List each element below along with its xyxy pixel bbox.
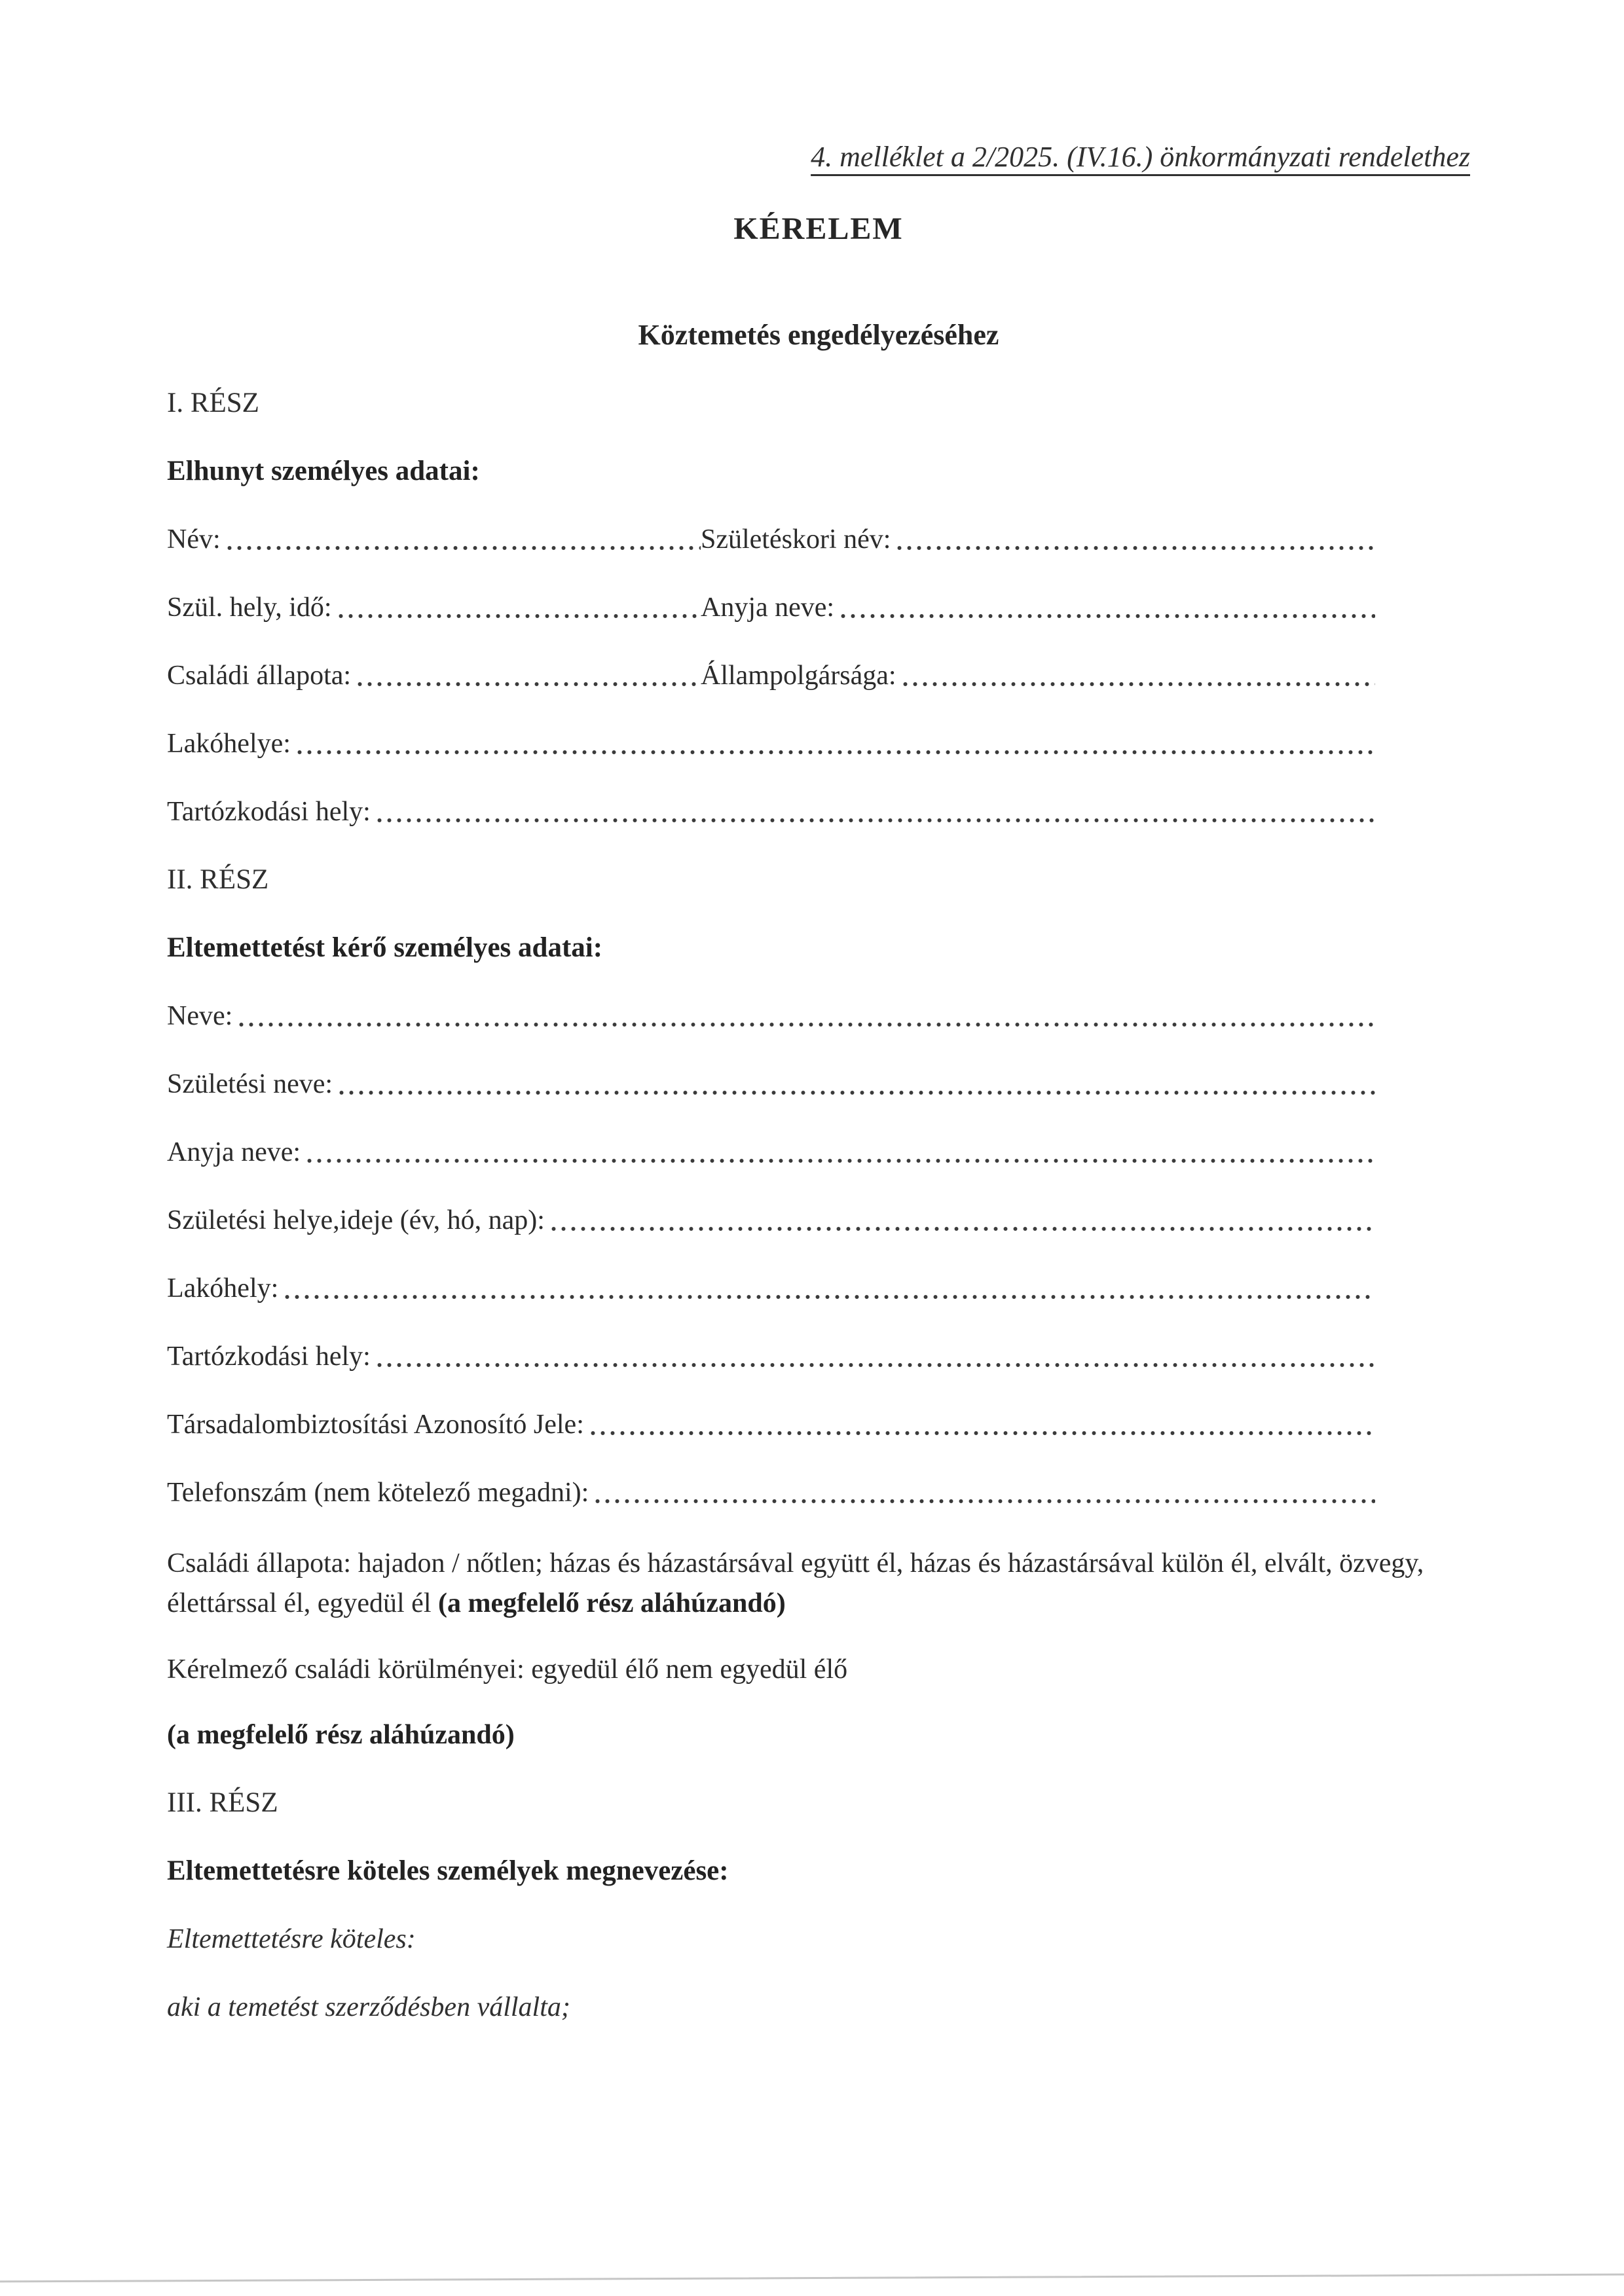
field-label: Társadalombiztosítási Azonosító Jele: — [167, 1410, 584, 1440]
dot-leader — [339, 1090, 1375, 1095]
field-row-szuletesi-neve — [167, 1067, 1375, 1101]
dot-leader — [227, 545, 701, 551]
field-row-csaladi-allapota — [167, 659, 1375, 693]
part3-subheading: Eltemettetésre köteles személyek megnevezése: — [167, 1855, 729, 1886]
field-label: Születéskori név: — [701, 524, 891, 555]
field-row-lakohelye — [167, 727, 1375, 761]
dot-leader — [551, 1226, 1375, 1231]
field-row-taj — [167, 1408, 1375, 1442]
field-label: Születési neve: — [167, 1069, 333, 1099]
dot-leader — [358, 682, 701, 687]
dot-leader — [285, 1294, 1375, 1300]
obliged-person-intro: Eltemettetésre köteles: — [167, 1924, 416, 1954]
field-row-telefonszam — [167, 1476, 1375, 1510]
field-label: Lakóhelye: — [167, 729, 291, 759]
part2-heading: II. RÉSZ — [167, 864, 269, 895]
dot-leader — [297, 750, 1375, 755]
field-label: Anyja neve: — [701, 592, 835, 623]
part1-heading: I. RÉSZ — [167, 388, 259, 418]
underline-instruction-note: (a megfelelő rész aláhúzandó) — [167, 1720, 515, 1750]
part1-subheading: Elhunyt személyes adatai: — [167, 456, 480, 486]
annex-reference: 4. melléklet a 2/2025. (IV.16.) önkormányzati rendelethez — [811, 141, 1470, 173]
dot-leader — [377, 818, 1375, 823]
field-label: Telefonszám (nem kötelező megadni): — [167, 1478, 589, 1508]
scan-artifact-line — [0, 2274, 1624, 2283]
field-row-szul-hely-ido — [167, 591, 1375, 625]
family-circumstances-line: Kérelmező családi körülményei: egyedül élő nem egyedül élő — [167, 1654, 848, 1685]
dot-leader — [239, 1022, 1375, 1027]
field-row-nev — [167, 522, 1375, 556]
dot-leader — [897, 545, 1375, 551]
field-label: Születési helye,ideje (év, hó, nap): — [167, 1205, 545, 1235]
field-label: Tartózkodási hely: — [167, 797, 371, 827]
dot-leader — [841, 613, 1375, 619]
field-row-szuletesi-helye-ideje — [167, 1203, 1375, 1237]
field-label: Tartózkodási hely: — [167, 1341, 371, 1372]
marital-status-options: Családi állapota: hajadon / nőtlen; házas és házastársával együtt él, házas és házastársával külön él, elvált, özvegy, élettárssal él, egyedül él — [167, 1548, 1424, 1618]
dot-leader — [307, 1158, 1375, 1163]
obliged-person-item: aki a temetést szerződésben vállalta; — [167, 1992, 570, 2022]
field-label: Állampolgársága: — [701, 661, 896, 691]
field-row-tartozkodasi-hely — [167, 795, 1375, 829]
part2-subheading: Eltemettetést kérő személyes adatai: — [167, 932, 603, 963]
field-label: Név: — [167, 524, 221, 555]
marital-status-paragraph — [167, 1544, 1473, 1624]
dot-leader — [591, 1430, 1375, 1436]
field-label: Neve: — [167, 1001, 233, 1031]
dot-leader — [595, 1499, 1375, 1504]
dot-leader — [377, 1362, 1375, 1368]
dot-leader — [339, 613, 701, 619]
field-row-lakohely — [167, 1271, 1375, 1305]
document-title: KÉRELEM — [733, 211, 904, 246]
dot-leader — [903, 682, 1375, 687]
part3-heading: III. RÉSZ — [167, 1787, 278, 1818]
underline-instruction-inline: (a megfelelő rész aláhúzandó) — [438, 1588, 786, 1618]
field-label: Anyja neve: — [167, 1137, 301, 1167]
field-label: Lakóhely: — [167, 1273, 279, 1303]
field-row-anyja-neve — [167, 1135, 1375, 1169]
field-row-neve — [167, 999, 1375, 1033]
field-label: Szül. hely, idő: — [167, 592, 332, 623]
field-label: Családi állapota: — [167, 661, 352, 691]
field-row-tartozkodasi-hely-2 — [167, 1339, 1375, 1374]
document-subtitle: Köztemetés engedélyezéséhez — [638, 319, 999, 351]
